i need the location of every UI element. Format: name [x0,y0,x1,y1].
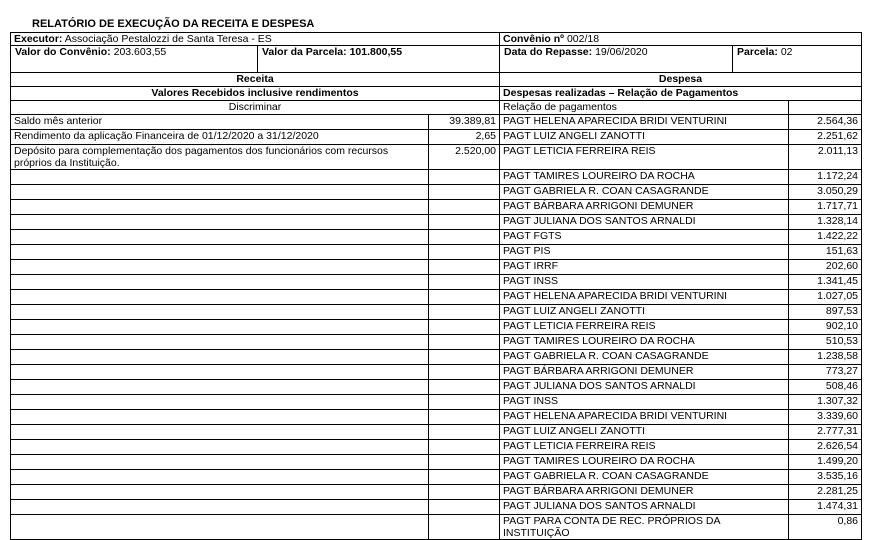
receita-description [11,305,429,320]
table-row [11,320,862,335]
receita-value [429,215,500,230]
despesa-description: PAGT PARA CONTA DE REC. PRÓPRIOS DA INSTITUIÇÃO [500,515,789,540]
despesa-value: 1.717,71 [789,200,862,215]
receita-description [11,485,429,500]
table-row [11,365,862,380]
receita-value [429,470,500,485]
values-cell [11,46,500,73]
despesa-value: 151,63 [789,245,862,260]
receita-description [11,275,429,290]
executor-label: Executor: [14,33,63,45]
despesa-value: 2.564,36 [789,115,862,130]
despesa-value: 902,10 [789,320,862,335]
table-row [11,185,862,200]
convenio-value: 002/18 [566,33,600,45]
table-row [11,215,862,230]
despesa-description: PAGT LETICIA FERREIRA REIS [500,440,789,455]
table-row [11,275,862,290]
data-repasse-value: 19/06/2020 [595,46,648,58]
valor-convenio-value: 203.603,55 [113,46,167,58]
receita-value [429,485,500,500]
receita-description [11,380,429,395]
receita-value [429,365,500,380]
receita-description [11,290,429,305]
despesa-value: 1.238,58 [789,350,862,365]
table-row [11,230,862,245]
report-table [10,32,862,540]
despesa-value: 1.027,05 [789,290,862,305]
header-row-executor [11,33,862,46]
table-row [11,485,862,500]
receita-value [429,500,500,515]
despesa-description: PAGT HELENA APARECIDA BRIDI VENTURINI [500,410,789,425]
despesa-value: 1.172,24 [789,170,862,185]
column-label-row [11,101,862,115]
despesa-description: PAGT BÁRBARA ARRIGONI DEMUNER [500,200,789,215]
receita-description [11,440,429,455]
table-row [11,350,862,365]
despesa-description: PAGT LUIZ ANGELI ZANOTTI [500,130,789,145]
table-row [11,440,862,455]
table-row [11,290,862,305]
table-row [11,260,862,275]
parcela-value: 02 [780,46,793,58]
receita-value [429,380,500,395]
despesa-value: 773,27 [789,365,862,380]
despesa-value: 1.499,20 [789,455,862,470]
receita-description [11,515,429,540]
receita-description: Depósito para complementação dos pagamentos dos funcionários com recursos próprios da Instituição. [11,145,429,170]
despesa-value: 3.535,16 [789,470,862,485]
convenio-label: Convênio nº [503,33,565,45]
table-row [11,115,862,130]
receita-description [11,500,429,515]
table-row [11,200,862,215]
table-row [11,425,862,440]
receita-value [429,455,500,470]
despesa-value: 3.339,60 [789,410,862,425]
convenio-cell [500,33,862,46]
receita-value [429,440,500,455]
despesa-value: 2.281,25 [789,485,862,500]
report-title: RELATÓRIO DE EXECUÇÃO DA RECEITA E DESPESA [32,18,315,30]
receita-value [429,395,500,410]
receita-description [11,320,429,335]
executor-cell [11,33,500,46]
despesa-value: 1.474,31 [789,500,862,515]
despesa-description: PAGT JULIANA DOS SANTOS ARNALDI [500,500,789,515]
receita-value [429,515,500,540]
receita-value [429,305,500,320]
despesa-description: PAGT TAMIRES LOUREIRO DA ROCHA [500,170,789,185]
table-row [11,130,862,145]
valor-parcela-label: Valor da Parcela: [262,46,347,58]
receita-description [11,245,429,260]
table-row [11,145,862,170]
despesa-value: 1.341,45 [789,275,862,290]
despesa-description: PAGT INSS [500,275,789,290]
receita-value [429,425,500,440]
receita-description: Rendimento da aplicação Financeira de 01/12/2020 a 31/12/2020 [11,130,429,145]
table-row [11,500,862,515]
receita-description [11,200,429,215]
receita-description [11,365,429,380]
despesa-description: PAGT BÁRBARA ARRIGONI DEMUNER [500,365,789,380]
despesa-description: PAGT HELENA APARECIDA BRIDI VENTURINI [500,290,789,305]
subsection-row [11,87,862,101]
receita-description [11,410,429,425]
receita-description [11,230,429,245]
despesa-description: PAGT INSS [500,395,789,410]
despesa-value: 510,53 [789,335,862,350]
receita-description [11,260,429,275]
despesa-description: PAGT GABRIELA R. COAN CASAGRANDE [500,470,789,485]
receita-description [11,470,429,485]
despesa-description: PAGT GABRIELA R. COAN CASAGRANDE [500,185,789,200]
despesa-value: 2.626,54 [789,440,862,455]
despesa-description: PAGT TAMIRES LOUREIRO DA ROCHA [500,335,789,350]
table-row [11,410,862,425]
despesa-value: 202,60 [789,260,862,275]
relacao-label: Relação de pagamentos [500,101,789,115]
header-row-values [11,46,862,73]
despesa-description: PAGT LUIZ ANGELI ZANOTTI [500,305,789,320]
receita-description [11,455,429,470]
despesa-value: 2.777,31 [789,425,862,440]
receita-description [11,185,429,200]
table-row [11,515,862,540]
valor-convenio-label: Valor do Convênio: [15,46,111,58]
receita-value: 39.389,81 [429,115,500,130]
receita-value [429,320,500,335]
receita-value [429,230,500,245]
despesa-value: 1.307,32 [789,395,862,410]
receita-heading: Receita [11,73,500,87]
receita-value [429,185,500,200]
data-repasse-label: Data do Repasse: [504,46,593,58]
despesa-description: PAGT LUIZ ANGELI ZANOTTI [500,425,789,440]
table-row [11,470,862,485]
receita-description [11,425,429,440]
receita-value [429,275,500,290]
table-row [11,305,862,320]
despesa-value: 0,86 [789,515,862,540]
despesa-description: PAGT GABRIELA R. COAN CASAGRANDE [500,350,789,365]
despesa-value: 2.251,62 [789,130,862,145]
executor-value: Associação Pestalozzi de Santa Teresa - ES [64,33,272,45]
despesa-value: 1.328,14 [789,215,862,230]
discriminar-label: Discriminar [11,101,500,115]
receita-value [429,170,500,185]
despesa-description: PAGT PIS [500,245,789,260]
receita-description: Saldo mês anterior [11,115,429,130]
valor-parcela-block [258,46,406,72]
receita-description [11,170,429,185]
table-row [11,335,862,350]
receita-value [429,335,500,350]
receita-value [429,290,500,305]
despesa-description: PAGT TAMIRES LOUREIRO DA ROCHA [500,455,789,470]
table-row [11,455,862,470]
receita-value: 2.520,00 [429,145,500,170]
receita-subheading: Valores Recebidos inclusive rendimentos [11,87,500,101]
despesa-value: 2.011,13 [789,145,862,170]
despesa-description: PAGT FGTS [500,230,789,245]
despesa-subheading: Despesas realizadas – Relação de Pagamentos [500,87,862,101]
despesa-value: 1.422,22 [789,230,862,245]
receita-value: 2,65 [429,130,500,145]
despesa-value: 3.050,29 [789,185,862,200]
relacao-value-header [789,101,862,115]
receita-value [429,350,500,365]
receita-description [11,395,429,410]
despesa-heading: Despesa [500,73,862,87]
table-row [11,245,862,260]
despesa-description: PAGT IRRF [500,260,789,275]
valor-parcela-value: 101.800,55 [349,46,403,58]
data-repasse-block [500,46,733,72]
despesa-description: PAGT JULIANA DOS SANTOS ARNALDI [500,380,789,395]
despesa-description: PAGT JULIANA DOS SANTOS ARNALDI [500,215,789,230]
valor-convenio-block [11,46,258,72]
despesa-value: 897,53 [789,305,862,320]
receita-value [429,410,500,425]
receita-description [11,350,429,365]
table-row [11,395,862,410]
section-row [11,73,862,87]
despesa-description: PAGT HELENA APARECIDA BRIDI VENTURINI [500,115,789,130]
table-row [11,380,862,395]
receita-description [11,335,429,350]
table-row [11,170,862,185]
receita-value [429,200,500,215]
parcela-block [733,46,796,72]
despesa-value: 508,46 [789,380,862,395]
receita-value [429,245,500,260]
repasse-cell [500,46,862,73]
receita-value [429,260,500,275]
despesa-description: PAGT LETICIA FERREIRA REIS [500,320,789,335]
parcela-label: Parcela: [737,46,778,58]
despesa-description: PAGT BÁRBARA ARRIGONI DEMUNER [500,485,789,500]
receita-description [11,215,429,230]
despesa-description: PAGT LETICIA FERREIRA REIS [500,145,789,170]
